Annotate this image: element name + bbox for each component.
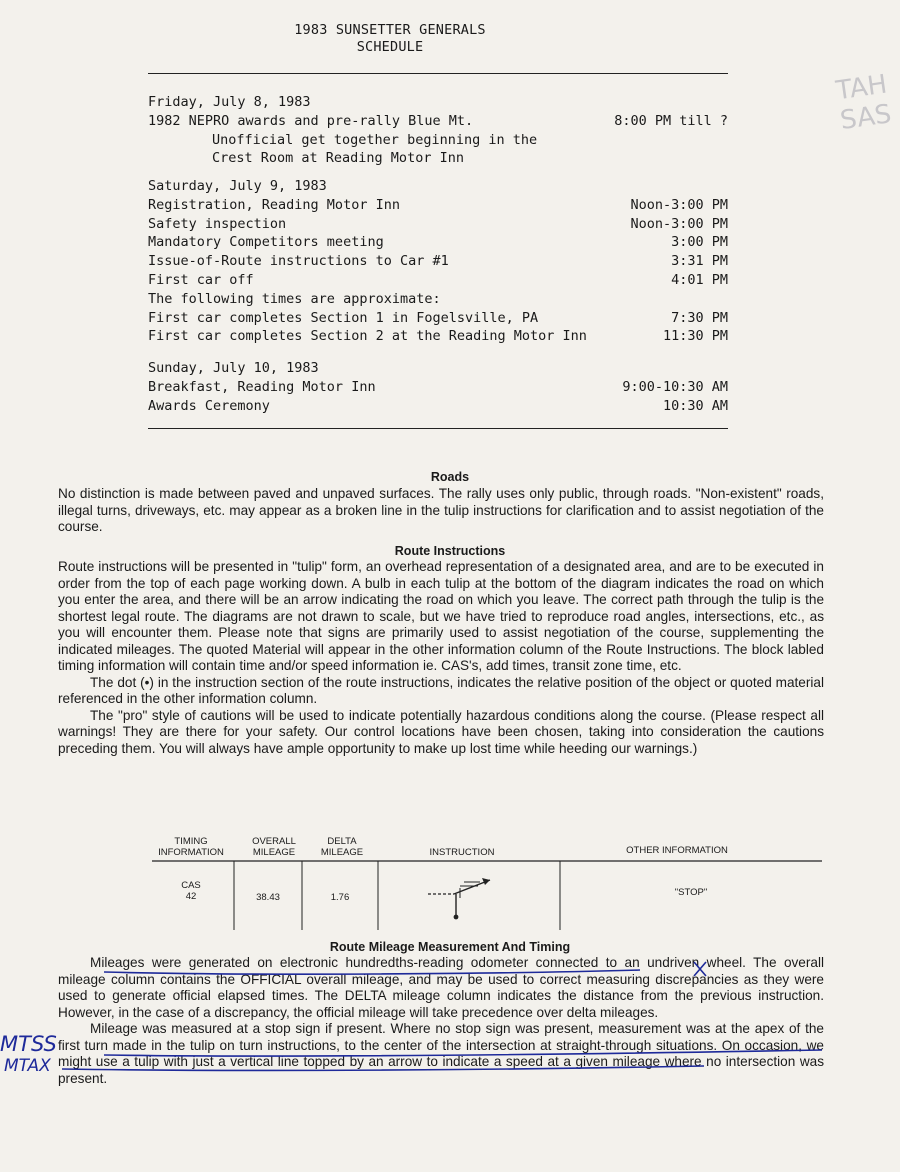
header-other: OTHER INFORMATION [626,845,728,856]
route-instructions-p3: The "pro" style of cautions will be used to indicate potentially hazardous conditions along the course. (Please respect all warnings! They are there for your safety. Our control locations have been chosen, taking into consideration the cautions preceding them. You will always have ample opportunity to make up lost time while heeding our warnings.) [58,707,824,756]
item-label: First car completes Section 2 at the Reading Motor Inn [148,328,587,345]
mileage-p1: Mileages were generated on electronic hundredths-reading odometer connected to an undriven wheel. The overall mileage column contains the OFFICIAL overall mileage, and may be used to correct measuring discrepancies as they were used to generate official elapsed times. The DELTA mileage column indicates the distance from the previous instruction. However, in the case of a discrepancy, the official mileage will take precedence over delta mileages. [58,955,824,1020]
item-time: Noon-3:00 PM [630,196,728,213]
underline-mark [62,1066,704,1070]
header-instruction: INSTRUCTION [429,847,495,858]
route-instructions-p1: Route instructions will be presented in "tulip" form, an overhead representation of a designated area, and are to be executed in order from the top of each page working down. A bulb in each tulip at the bottom of the diagram indicates the road on which you enter the area, and there will be an arrow indicating the road on which you leave. The correct path through the tulip is the shortest legal route. The diagrams are not drawn to scale, but we have tried to reproduce road angles, intersections, etc., as you will encounter them. Please note that signs are primarily used to assist negotiation of the course, supplementing the indicated mileages. The quoted Material will appear in the other information column of the Route Instructions. The block labled timing information will contain time and/or speed information ie. CAS's, add times, transit zone time, etc. [58,559,824,673]
header-timing-line2: INFORMATION [158,847,224,858]
roads-heading: Roads [430,470,470,484]
header-overall-line2: MILEAGE [252,847,296,858]
item-time: Noon-3:00 PM [630,215,728,232]
item-label: Breakfast, Reading Motor Inn [148,378,376,395]
item-label: Registration, Reading Motor Inn [148,196,400,213]
cell-overall-mileage: 38.43 [256,892,280,903]
header-title: 1983 SUNSETTER GENERALS [294,22,486,38]
roads-text: No distinction is made between paved and unpaved surfaces. The rally uses only public, through roads. "Non-existent" roads, illegal turns, driveways, etc. may appear as a broken line in the tulip instructions for clarification and to assist negotiation of the course. [58,486,824,534]
item-time: 11:30 PM [662,328,728,345]
item-label: Safety inspection [148,215,287,232]
item-time: 3:31 PM [671,253,728,270]
item-time: 3:00 PM [671,234,728,251]
friday-event-label: 1982 NEPRO awards and pre-rally Blue Mt. [148,112,474,129]
item-label: First car completes Section 1 in Fogelsville, PA [148,309,539,326]
item-time: 9:00-10:30 AM [622,378,728,395]
cell-timing-line2: 42 [185,891,197,902]
friday-note-1: Unofficial get together beginning in the [212,131,538,148]
header-delta-line2: MILEAGE [320,847,364,858]
item-label: Awards Ceremony [148,397,270,414]
underline-mark [104,1050,822,1056]
handwritten-ghost-note: TAH SAS [834,69,894,137]
handwritten-margin-note-2: MTAX [4,1056,51,1076]
sunday-date: Sunday, July 10, 1983 [148,360,319,376]
cell-other-information: "STOP" [674,887,708,898]
handwritten-margin-note-1: MTSS [0,1032,57,1056]
item-time: 10:30 AM [662,397,728,414]
item-label: First car off [148,271,254,288]
header-timing-line1: TIMING [174,836,208,847]
header-subtitle: SCHEDULE [356,39,424,55]
mileage-heading: Route Mileage Measurement And Timing [329,940,571,954]
header-overall-line1: OVERALL [252,836,296,847]
route-instructions-p2: The dot (•) in the instruction section of the route instructions, indicates the relative position of the object or quoted material referenced in the other information column. [58,674,824,706]
saturday-date: Saturday, July 9, 1983 [148,178,327,194]
item-label: Issue-of-Route instructions to Car #1 [148,253,449,270]
item-time: 7:30 PM [671,309,728,326]
item-label: Mandatory Competitors meeting [148,234,384,251]
item-time: 4:01 PM [671,271,728,288]
friday-note-2: Crest Room at Reading Motor Inn [212,150,464,167]
friday-event-time: 8:00 PM till ? [614,112,728,129]
item-label: The following times are approximate: [148,290,441,307]
underline-mark [104,970,640,974]
route-instructions-heading: Route Instructions [394,544,506,558]
header-delta-line1: DELTA [327,836,357,847]
cell-timing-line1: CAS [181,880,201,891]
cell-delta-mileage: 1.76 [330,892,350,903]
strikethrough-mark [694,962,706,976]
mileage-p2: Mileage was measured at a stop sign if present. Where no stop sign was present, measurement was at the apex of the first turn made in the tulip on turn instructions, to the center of the intersection at straight-through situations. On occasion, we might use a tulip with just a vertical line topped by an arrow to indicate a speed at a given mileage where no intersection was present. [58,1021,824,1086]
friday-date: Friday, July 8, 1983 [148,94,311,110]
